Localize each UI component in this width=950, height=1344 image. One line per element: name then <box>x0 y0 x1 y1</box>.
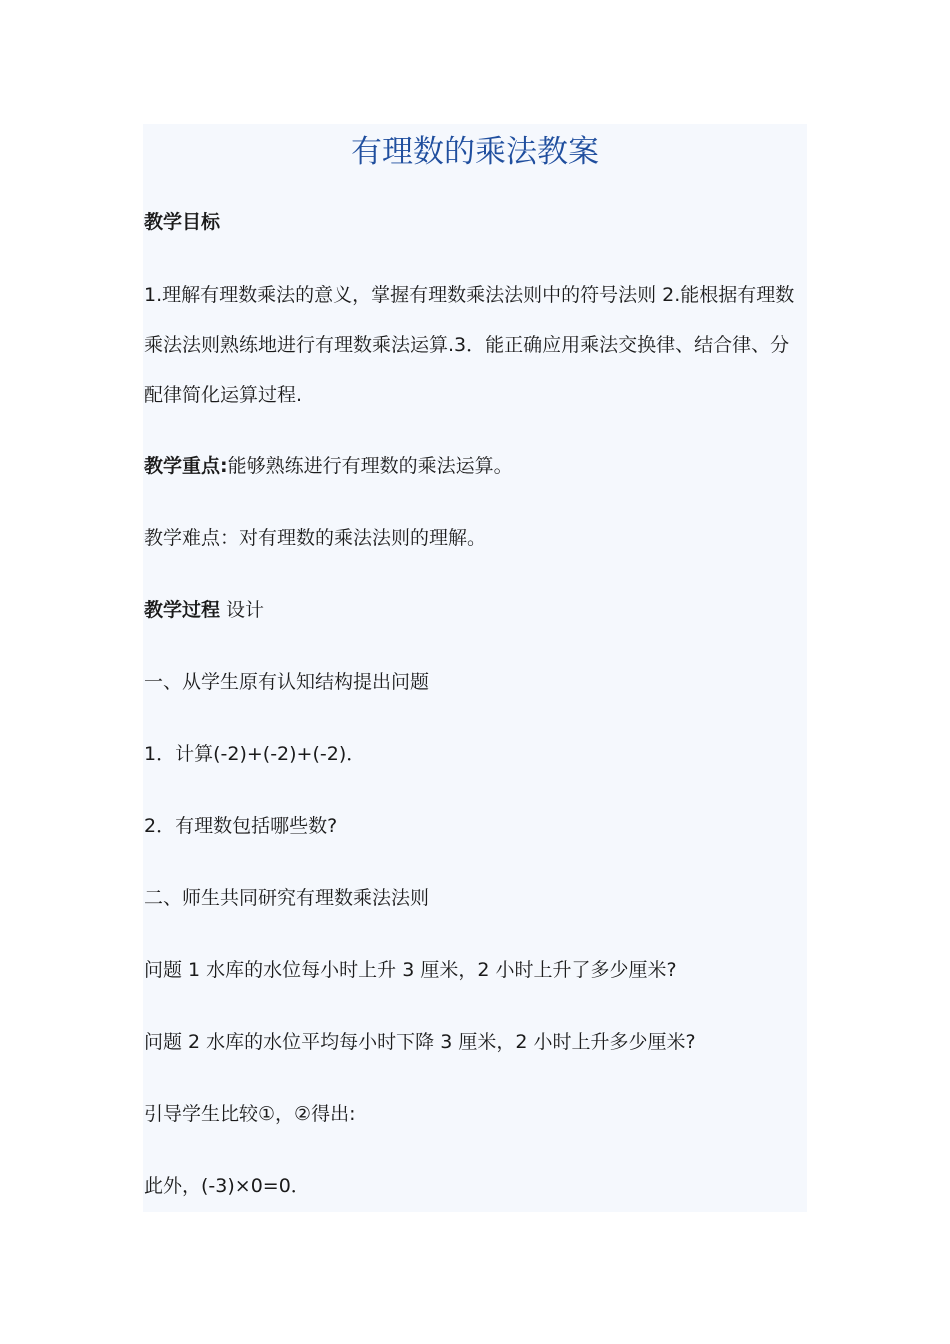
key-point-label: 教学重点: <box>144 455 228 477</box>
key-point-text: 能够熟练进行有理数的乘法运算。 <box>227 455 513 477</box>
key-point-line <box>144 451 804 481</box>
process-suffix: 设计 <box>220 599 265 621</box>
question-two: 2．有理数包括哪些数? <box>144 815 338 837</box>
section-two-heading: 二、师生共同研究有理数乘法法则 <box>144 887 430 909</box>
process-label: 教学过程 <box>144 599 221 621</box>
problem-two: 问题 2 水库的水位平均每小时下降 3 厘米，2 小时上升多少厘米? <box>144 1031 696 1053</box>
question-one: 1．计算(-2)+(-2)+(-2)． <box>144 743 366 765</box>
document-title: 有理数的乘法教案 <box>351 134 599 170</box>
problem-one: 问题 1 水库的水位每小时上升 3 厘米，2 小时上升了多少厘米? <box>144 959 677 981</box>
guide-line: 引导学生比较①，②得出: <box>144 1103 356 1125</box>
objectives-heading: 教学目标 <box>144 211 221 233</box>
section-one-heading: 一、从学生原有认知结构提出问题 <box>144 671 430 693</box>
process-line <box>144 595 804 625</box>
objectives-paragraph: 1.理解有理数乘法的意义，掌握有理数乘法法则中的符号法则 2.能根据有理数乘法法则熟练地进行有理数乘法运算.3．能正确应用乘法交换律、结合律、分配律简化运算过程. <box>144 284 795 406</box>
extra-line: 此外，(-3)×0=0． <box>144 1175 310 1197</box>
difficulty-line: 教学难点：对有理数的乘法法则的理解。 <box>144 527 487 549</box>
